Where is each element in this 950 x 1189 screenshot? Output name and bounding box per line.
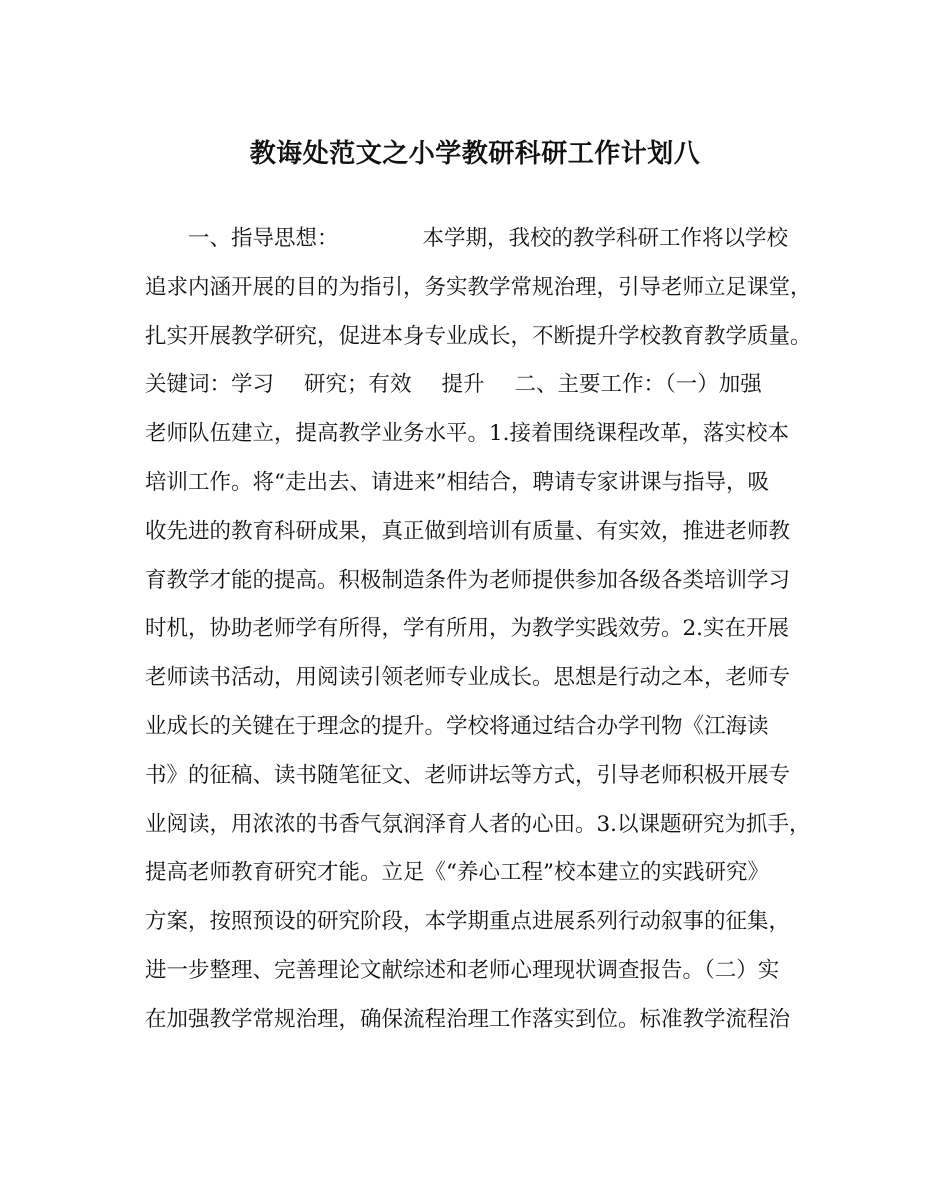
keyword: 研究；有效 <box>304 372 412 398</box>
paragraph-line: 业阅读，用浓浓的书香气氛润泽育人者的心田。3.以课题研究为抓手， <box>145 811 811 837</box>
paragraph-line: 老师读书活动，用阅读引领老师专业成长。思想是行动之本，老师专 <box>145 665 791 691</box>
paragraph-line: 书》的征稿、读书随笔征文、老师讲坛等方式，引导老师积极开展专 <box>145 762 791 788</box>
paragraph-line <box>145 222 825 271</box>
paragraph-line: 业成长的关键在于理念的提升。学校将通过结合办学刊物《江海读 <box>145 713 769 739</box>
keywords-line <box>145 368 825 417</box>
section-heading: 二、主要工作：（一）加强 <box>514 372 762 398</box>
paragraph-line: 提高老师教育研究才能。立足《“养心工程”校本建立的实践研究》 <box>145 860 769 886</box>
document-title: 教诲处范文之小学教研科研工作计划八 <box>249 139 701 169</box>
paragraph-line: 扎实开展教学研究，促进本身专业成长，不断提升学校教育教学质量。 <box>145 323 812 349</box>
paragraph-line: 培训工作。将“走出去、请进来”相结合，聘请专家讲课与指导，吸 <box>145 469 769 495</box>
paragraph-line: 方案，按照预设的研究阶段，本学期重点进展系列行动叙事的征集， <box>145 909 791 935</box>
paragraph-line: 进一步整理、完善理论文献综述和老师心理现状调查报告。（二）实 <box>145 957 780 983</box>
paragraph-line: 时机，协助老师学有所得，学有所用，为教学实践效劳。2.实在开展 <box>145 616 790 642</box>
document-body <box>145 222 825 1052</box>
paragraph-line: 追求内涵开展的目的为指引，务实教学常规治理，引导老师立足课堂， <box>145 274 812 300</box>
section-intro: 本学期，我校的教学科研工作将以学校 <box>422 226 789 251</box>
paragraph-line: 在加强教学常规治理，确保流程治理工作落实到位。标准教学流程治 <box>145 1006 791 1032</box>
paragraph-line: 老师队伍建立，提高教学业务水平。1.接着围绕课程改革，落实校本 <box>145 421 790 447</box>
keyword: 提升 <box>441 372 485 398</box>
section-heading: 一、指导思想： <box>188 226 339 251</box>
paragraph-line: 育教学才能的提高。积极制造条件为老师提供参加各级各类培训学习 <box>145 567 791 593</box>
keywords-label: 关键词：学习 <box>145 372 275 398</box>
paragraph-line: 收先进的教育科研成果，真正做到培训有质量、有实效，推进老师教 <box>145 518 791 544</box>
